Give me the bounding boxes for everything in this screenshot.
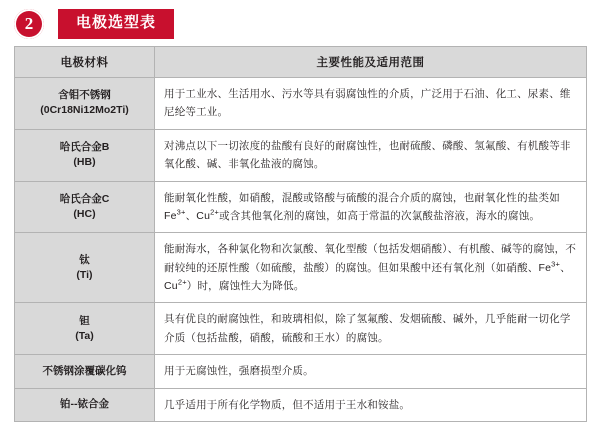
material-code: (Ta) — [75, 329, 94, 342]
electrode-selection-table — [14, 46, 587, 422]
table-row — [15, 181, 587, 233]
desc-part: 、Cu — [164, 261, 571, 292]
desc-part: 或含其他氧化剂的腐蚀，如高于常温的次氯酸盐溶液，海水的腐蚀。 — [219, 209, 541, 222]
desc-part: 、Cu — [185, 209, 211, 222]
material-name: 哈氏合金B — [59, 140, 110, 153]
column-header-description: 主要性能及适用范围 — [155, 47, 587, 78]
page-title: 电极选型表 — [58, 9, 174, 39]
material-name: 含钼不锈钢 — [58, 89, 111, 102]
cell-description: 几乎适用于所有化学物质，但不适用于王水和铵盐。 — [155, 388, 587, 421]
desc-sup: 3+ — [551, 259, 561, 269]
table-row — [15, 355, 587, 388]
desc-sup: 2+ — [210, 207, 220, 217]
table-row — [15, 388, 587, 421]
material-code: (Ti) — [76, 268, 93, 281]
table-header-row — [15, 47, 587, 78]
material-code: (HB) — [73, 156, 96, 169]
desc-sup: 3+ — [176, 207, 186, 217]
cell-material — [15, 388, 155, 421]
desc-part: ）时，腐蚀性大为降低。 — [186, 280, 305, 292]
table-row — [15, 303, 587, 355]
cell-material — [15, 181, 155, 233]
table-row — [15, 78, 587, 130]
material-name: 钛 — [79, 253, 90, 266]
material-name: 不锈钢涂覆碳化钨 — [42, 364, 127, 377]
column-header-material: 电极材料 — [15, 47, 155, 78]
cell-description — [155, 181, 587, 233]
cell-material — [15, 78, 155, 130]
section-number-badge: 2 — [14, 9, 44, 39]
cell-material — [15, 355, 155, 388]
cell-description — [155, 233, 587, 303]
table-container — [0, 46, 600, 422]
desc-part: 能耐海水，各种氯化物和次氯酸、氧化型酸（包括发烟硝酸）、有机酸、碱等的腐蚀，不耐较纯的还原性酸（如硫酸，盐酸）的腐蚀。但如果酸中还有氧化剂（如硝酸、Fe — [164, 243, 577, 274]
cell-description: 用于工业水、生活用水、污水等具有弱腐蚀性的介质，广泛用于石油、化工、尿素、维尼纶等工业。 — [155, 78, 587, 130]
cell-material — [15, 303, 155, 355]
document-header — [0, 0, 600, 46]
cell-material — [15, 129, 155, 181]
desc-sup: 2+ — [177, 277, 187, 287]
material-name: 钽 — [79, 314, 90, 327]
cell-description: 具有优良的耐腐蚀性，和玻璃相似，除了氢氟酸、发烟硫酸、碱外，几乎能耐一切化学介质（包括盐酸，硝酸，硫酸和王水）的腐蚀。 — [155, 303, 587, 355]
cell-description: 用于无腐蚀性，强磨损型介质。 — [155, 355, 587, 388]
table-header — [15, 47, 587, 78]
material-name: 铂--铱合金 — [60, 398, 109, 411]
table-row — [15, 233, 587, 303]
table-row — [15, 129, 587, 181]
cell-material — [15, 233, 155, 303]
material-name: 哈氏合金C — [59, 192, 110, 205]
material-code: (HC) — [73, 207, 96, 220]
material-code: (0Cr18Ni12Mo2Ti) — [40, 104, 129, 117]
table-body — [15, 78, 587, 422]
desc-part: 能耐氧化性酸，如硝酸，混酸或铬酸与硫酸的混合介质的腐蚀，也耐氧化性的盐类如Fe — [164, 191, 560, 222]
cell-description: 对沸点以下一切浓度的盐酸有良好的耐腐蚀性，也耐硫酸、磷酸、氢氟酸、有机酸等非氧化酸、碱、非氧化盐液的腐蚀。 — [155, 129, 587, 181]
